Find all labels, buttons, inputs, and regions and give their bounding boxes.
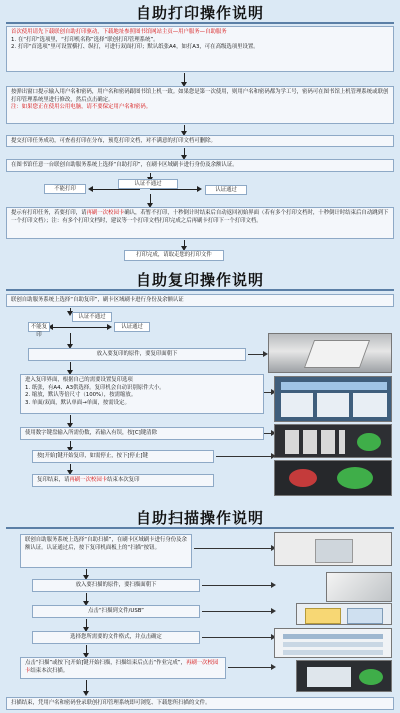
scan-step3-text: 点击“扫描到文件/USB” (88, 608, 144, 614)
arrow-down-icon (70, 333, 71, 345)
scan-start-screen-photo (296, 660, 392, 692)
print-auth-pass-label: 认证通过 (205, 185, 247, 195)
print-step3-text: 提交打印任务成功，可查看打印在分布，预览打印文档，对不满意的打印文档可删除。 (11, 138, 216, 144)
arrow-down-icon (86, 619, 87, 628)
copy-step1-box (6, 294, 394, 307)
scan-step4-text: 选择您所需要的文件格式，并点击确定 (70, 634, 162, 640)
copy-auth-pass-label: 认证通过 (114, 322, 150, 332)
scan-title-underline (6, 527, 394, 529)
copier-glass-photo (268, 333, 392, 373)
format-option-row (283, 642, 383, 647)
copy-step3-line2: 2. 缩放，默认等倍尺寸（100%），按需缩放。 (25, 392, 137, 399)
pointer-arrow-icon (264, 433, 272, 434)
pointer-arrow-icon (216, 456, 272, 457)
arrow-down-icon (184, 73, 185, 83)
copy-step6-part1: 复印结束，请 (37, 477, 70, 483)
arrow-down-icon (86, 645, 87, 654)
format-option-row (283, 634, 383, 639)
scan-screen-panel (307, 667, 351, 687)
print-step5-part2: 确认，若暂不打印，十秒倒计时结束后自动返回初始界面（若有多个打印文档时，十秒倒计时结束后自动跳到下一个打印文档）；注：有多个打印文档时，建议等一个打印文档打印完成之后再刷卡打印下一个打印文档。 (11, 210, 389, 224)
screen-option-tile (317, 393, 349, 417)
copy-step6-text (37, 477, 209, 485)
stop-key-icon (289, 469, 317, 487)
print-no-print: 不能打印 (44, 184, 86, 194)
print-step1-line1: 1. 在“打印”选项里，“打印机名称”选择“联创打印管理系统”。 (11, 36, 159, 43)
print-title: 自助打印操作说明 (135, 4, 264, 22)
print-auth-fail-label: 认证不通过 (118, 179, 178, 189)
copy-title-underline (6, 289, 394, 291)
copy-step6-box (32, 474, 214, 487)
copy-step3-line1: 1. 纸张，有A4、A3供选择。复印机会自动识别原件大小。 (25, 384, 165, 391)
print-step5-part1: 提示有打印任务，若要打印，请 (11, 210, 87, 216)
print-step2-box (6, 86, 394, 124)
arrow-down-icon (70, 362, 71, 371)
print-step1-line2: 2. 打印“首选项”里可设置横打、纵打，可进行双面打印；默认纸张A4，如打A3，可在高级选项里设置。 (11, 44, 259, 51)
pointer-arrow-icon (264, 392, 272, 393)
scan-key-icon (315, 539, 353, 563)
copy-no-copy: 不能复印 (28, 322, 50, 332)
copy-step1-text: 联创自助服务系统上选择“自助复印”，刷卡区域刷卡进行身份及余额认证 (11, 297, 184, 303)
scan-to-usb-screen-photo (296, 603, 392, 625)
scan-to-file-icon (305, 608, 341, 624)
arrow-down-icon (150, 194, 151, 204)
scan-title: 自助扫描操作说明 (135, 509, 264, 527)
scan-step2-box (32, 579, 200, 592)
copy-step6-swipe-again: 再刷一次校园卡 (69, 477, 108, 483)
print-step2-note: 注：如果您正在使用公用电脑，请不要保定用户名和密码。 (11, 104, 152, 111)
scan-to-usb-icon (347, 608, 383, 624)
print-title-underline (6, 22, 394, 24)
copy-step3-box (20, 374, 264, 414)
copier-screen-photo (274, 376, 392, 422)
scan-glass-photo (326, 572, 392, 602)
pointer-arrow-icon (248, 354, 264, 355)
scan-step5-box (20, 657, 226, 679)
arrow-down-icon (70, 464, 71, 471)
copy-step3-line0: 进入复印界面，根据自己的需要设置复印选项 (25, 377, 133, 383)
print-step1-box (6, 26, 394, 72)
arrow-right-icon (150, 189, 198, 190)
scan-step5-part2: 结束本次扫描。 (30, 667, 69, 674)
keypad-keys-icon (285, 430, 345, 454)
arrow-down-icon (184, 125, 185, 132)
copy-step5-text: 按[开始]键开始复印，如需停止，按下[停止]键 (37, 453, 148, 459)
pointer-arrow-icon (202, 637, 272, 638)
pointer-arrow-icon (228, 667, 272, 668)
arrow-right-icon (70, 327, 108, 328)
print-step4-text: 在图书馆任意一台联创自助服务系统上选择“自助打印”，在刷卡区域刷卡进行身份及余额认证。 (11, 162, 238, 168)
scan-step6-box (6, 697, 394, 710)
copy-title: 自助复印操作说明 (135, 271, 264, 289)
arrow-down-icon (70, 441, 71, 448)
copy-step3-line3: 3. 单面/双面，默认单面→单面，按需设定。 (25, 399, 130, 406)
copy-step4-box (20, 427, 264, 440)
screen-option-tile (353, 393, 387, 417)
file-format-screen-photo (274, 628, 392, 658)
start-stop-keys-photo (274, 460, 392, 496)
scan-step5-swipe-again: 再刷一次校园卡 (25, 660, 219, 674)
keypad-photo (274, 424, 392, 458)
arrow-down-icon (184, 148, 185, 156)
scan-step3-box (32, 605, 200, 618)
start-key-icon (337, 467, 373, 489)
print-step4-box (6, 159, 394, 172)
scan-step5-text (25, 660, 221, 675)
arrow-down-icon (86, 680, 87, 692)
scan-step4-box (32, 631, 200, 644)
print-step2-text: 按弹出窗口提示输入用户名和密码，用户名和密码跟图书馆上机一致。如果您是第一次使用，则用户名和密码都为学工号，密码可在图书馆上机管理系统或联创打印管理系统里进行修改，然后点击确定。 (11, 89, 389, 103)
copy-step4-text: 使用数字键盘输入所需份数，若输入有误，按[C]键清除 (25, 430, 157, 436)
pointer-arrow-icon (194, 548, 272, 549)
connector-line (70, 308, 71, 312)
screen-option-tile (281, 393, 313, 417)
copy-auth-fail-label: 认证不通过 (72, 312, 112, 322)
arrow-down-icon (184, 240, 185, 247)
arrow-down-icon (70, 415, 71, 424)
scan-step2-text: 放入要扫描的原件，要扫描面朝下 (75, 582, 157, 588)
arrow-left-icon (92, 189, 140, 190)
scan-step5-part1: 点击“扫描”或按下[开始]键开始扫描，扫描结束后点击“作业完成”， (25, 660, 186, 666)
start-key-icon (359, 669, 383, 685)
copy-step5-box (32, 450, 214, 463)
scan-step1-text: 联创自助服务系统上选择“自助扫描”，在刷卡区域刷卡进行身份及余额认证。认证通过后，按下复印机面板上的“扫描”按钮。 (25, 537, 187, 551)
document-sheet-icon (304, 340, 370, 368)
print-step5-box (6, 207, 394, 239)
print-step6: 打印完成，请取走您的打印文件 (124, 250, 224, 261)
pointer-arrow-icon (202, 585, 272, 586)
pointer-arrow-icon (202, 611, 272, 612)
arrow-left-icon (52, 327, 70, 328)
copy-step6-part2: 结束本次复印 (107, 477, 140, 483)
scan-step1-box (20, 534, 192, 568)
scan-step6-text: 扫描结束，凭用户名和密码登录联创打印管理系统即可浏览、下载您所扫描的文件。 (11, 700, 211, 706)
print-driver-note: 首次使用请先下载联创自助打印驱动，下载地址参照图书馆网站主页—用户服务—自助服务 (11, 29, 227, 35)
start-key-icon (357, 433, 381, 451)
arrow-down-icon (86, 569, 87, 576)
print-step5-text (11, 210, 389, 225)
copy-step2-box (28, 348, 246, 361)
format-option-row (283, 650, 383, 655)
arrow-down-icon (86, 593, 87, 602)
copy-step2-text: 放入要复印的原件，要复印面朝下 (96, 351, 178, 357)
connector-line (150, 173, 151, 178)
print-step5-swipe-again: 再刷一次校园卡 (86, 210, 125, 216)
scan-button-photo (274, 532, 392, 566)
screen-header-bar (281, 382, 387, 390)
print-step3-box (6, 135, 394, 147)
